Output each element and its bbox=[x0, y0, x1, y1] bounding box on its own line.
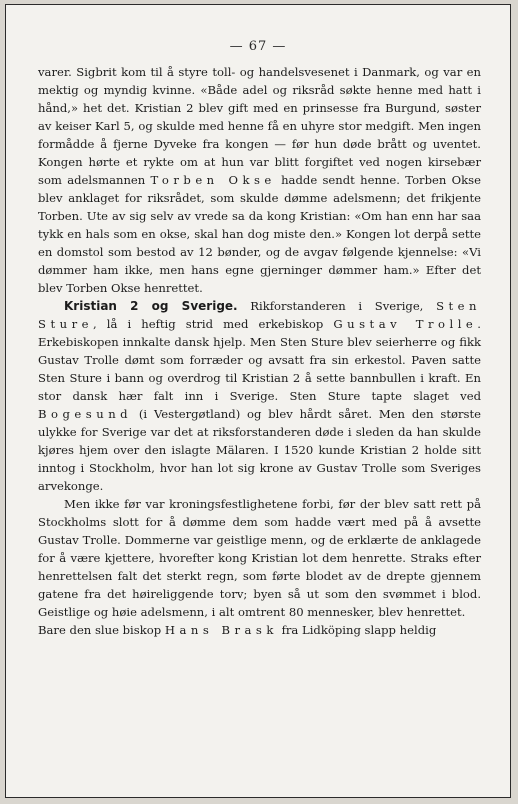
paragraph-text: Rikforstanderen i Sverige, bbox=[237, 299, 437, 313]
book-page bbox=[5, 4, 511, 798]
paragraph-stockholm-blodbad: Men ikke før var kroningsfestlighetene forbi, før der blev satt rett på Stockholms slott for å dømme dem som hadde vært med på å avsette Gustav Trolle. Dommerne var geistlige menn, og de erklærte de anklagede for å være kjettere, hvorefter kong Kristian lot dem henrette. Straks efter henrettelsen falt det sterkt regn, som førte blodet av de drepte gjennem gatene fra det høireliggende torv; byen så ut som den svømmet i blod. Geistlige og høie adelsmenn, i alt omtrent 80 mennesker, blev henrettet. bbox=[38, 497, 481, 619]
paragraph-hans-brask bbox=[38, 621, 481, 639]
spaced-name-bogesund: Bogesund bbox=[38, 407, 133, 421]
paragraph-text: fra Lidköping slapp heldig bbox=[277, 623, 437, 637]
spaced-name-torben-okse: Torben Okse bbox=[150, 173, 276, 187]
section-heading: Kristian 2 og Sverige. bbox=[64, 299, 238, 313]
spaced-name-sten-sture: Sten Sture bbox=[38, 299, 481, 331]
paragraph-text: varer. Sigbrit kom til å styre toll- og handelsvesenet i Danmark, og var en mektig og myndig kvinne. «Både adel og riksråd søkte henne med hatt i hånd,» het det. Kristian 2 blev gift med en prinsesse fra Burgund, søster av keiser Karl 5, og skulde med henne få en uhyre stor medgift. Men ingen formådde å fjerne Dyveke fra kongen — før hun døde brått og uventet. Kongen hørte et rykte om at hun var blitt forgiftet ved nogen kirsebær som adelsmannen bbox=[38, 65, 481, 187]
paragraph-text: , lå i heftig strid med erkebiskop bbox=[92, 317, 334, 331]
spaced-name-hans-brask: Hans Brask bbox=[164, 623, 278, 637]
paragraph-kristian-sverige bbox=[38, 297, 481, 495]
paragraph-dyveke bbox=[38, 63, 481, 297]
page-number: — 67 — bbox=[229, 39, 287, 54]
spaced-name-gustav-trolle: Gustav Trolle bbox=[333, 317, 478, 331]
paragraph-text: hadde sendt henne. Torben Okse blev anklaget for riksrådet, som skulde dømme adelsmenn; det frikjente Torben. Ute av sig selv av vrede sa da kong Kristian: «Om han enn har saa tykk en hals som en okse, skal han dog miste den.» Kongen lot derpå sette en domstol som bestod av 12 bønder, og de avgav følgende kjennelse: «Vi dømmer ham ikke, men hans egne gjerninger dømmer ham.» Efter det blev Torben Okse henrettet. bbox=[38, 173, 481, 295]
paragraph-text: . Erkebiskopen innkalte dansk hjelp. Men Sten Sture blev seierherre og fikk Gustav Trolle dømt som forræder og avsatt fra sin erkestol. Paven satte Sten Sture i bann og overdrog til Kristian 2 å sette bannbullen i kraft. En stor dansk hær falt inn i Sverige. Sten Sture tapte slaget ved bbox=[38, 317, 481, 403]
paragraph-text: (i Vestergøtland) og blev hårdt såret. Men den største ulykke for Sverige var det at riksforstanderen døde i sleden da han skulde kjøres hjem over den islagte Mälaren. I 1520 kunde Kristian 2 holde sitt inntog i Stockholm, hvor han lot sig krone av Gustav Trolle som Sveriges arvekonge. bbox=[38, 407, 481, 493]
page-body bbox=[38, 63, 481, 639]
paragraph-text: Bare den slue biskop bbox=[38, 623, 165, 637]
